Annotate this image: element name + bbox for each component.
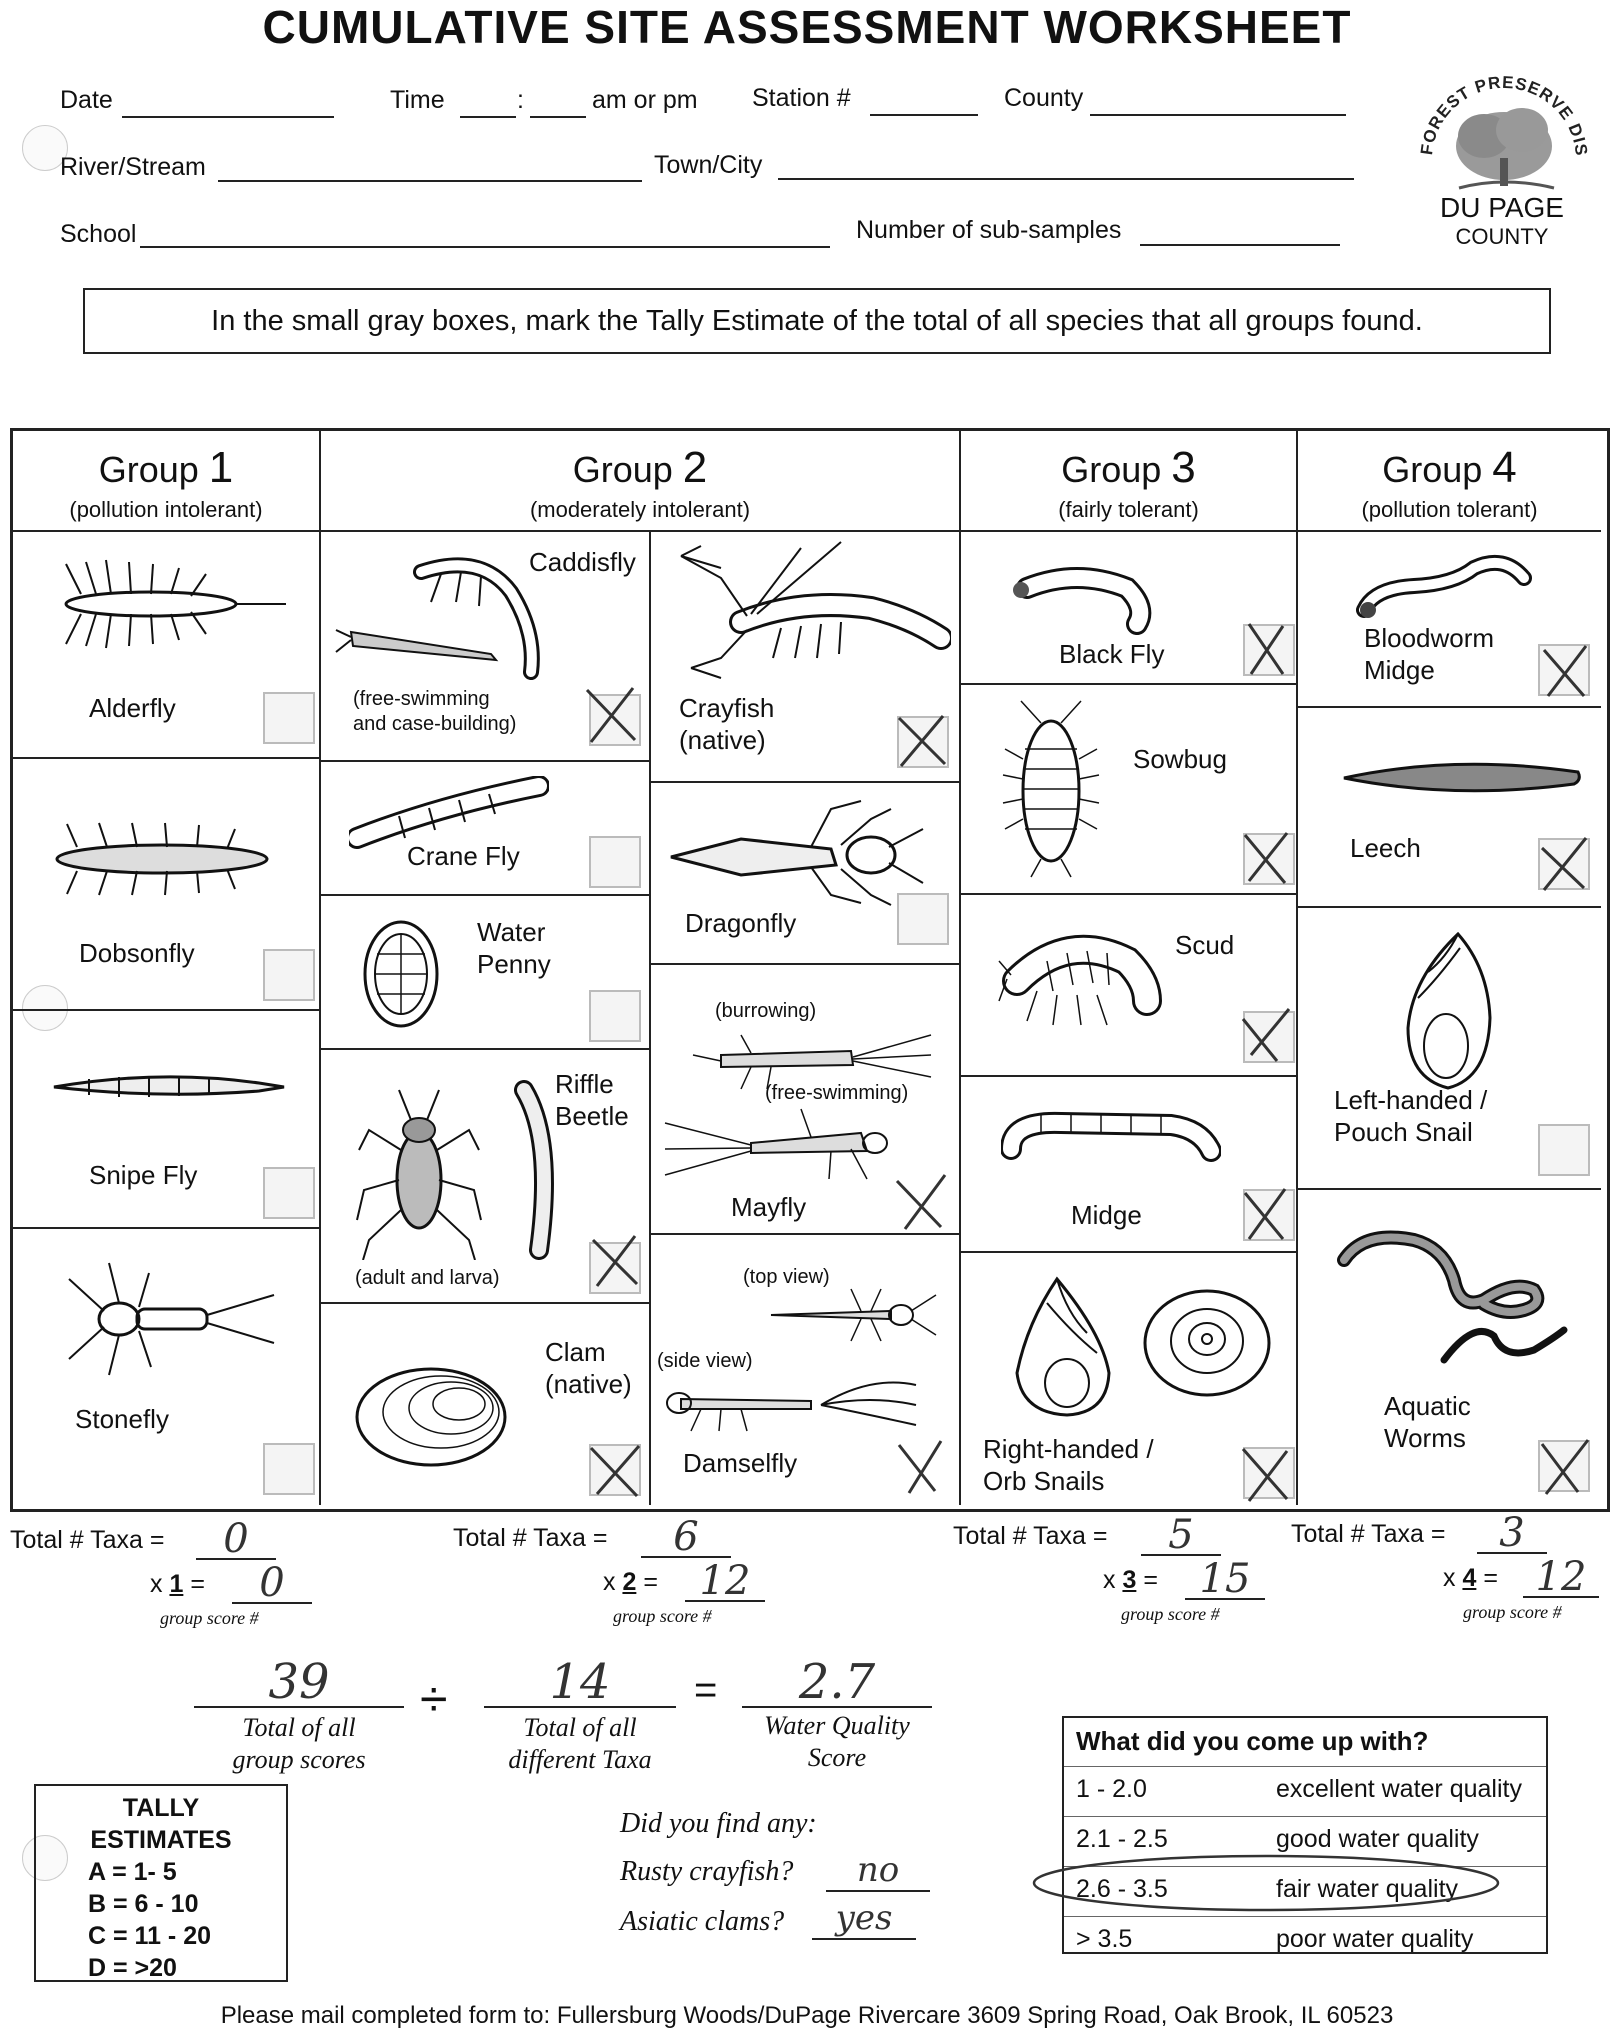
group-3-score-value: 15 [1199,1556,1251,1602]
cell-damselfly [651,1235,961,1505]
caddisfly-note: (free-swimming and case-building) [353,688,517,735]
group-1-multiplier: x 1 = [150,1570,205,1598]
group-2-multiplier: x 2 = [603,1568,658,1596]
waterpenny-icon [361,914,441,1034]
results-title: What did you come up with? [1076,1726,1429,1756]
cell-mayfly [651,965,961,1235]
caddisfly-checkmark-x-icon [581,684,641,744]
cell-snipefly [13,1011,321,1229]
date-label: Date [60,86,113,114]
total-scores-label: Total of all group scores [232,1713,366,1774]
cell-lh-pouch-snail [1298,908,1601,1190]
mayfly-note-freeswimming: (free-swimming) [765,1082,909,1104]
town-label: Town/City [654,151,763,179]
aquatic-worms-checkmark-x-icon [1534,1436,1594,1496]
tally-rows [88,1856,211,1984]
group-1-taxa-label: Total # Taxa = [10,1526,165,1554]
tally-row: D = >20 [88,1954,177,1982]
group-3-taxa-field[interactable] [1141,1512,1221,1558]
asiatic-clams-question: Asiatic clams? [620,1906,785,1937]
blackfly-label: Black Fly [1059,639,1165,669]
mailing-footer: Please mail completed form to: Fullersburg Woods/DuPage Rivercare 3609 Spring Road, Oak Brook, IL 60523 [220,2002,1394,2029]
midge-label: Midge [1071,1200,1142,1230]
group-1-totals [10,1516,310,1630]
group-4-score-caption: group score # [1463,1602,1562,1622]
waterpenny-label: Water Penny [477,917,551,979]
group-3-score-caption: group score # [1121,1604,1220,1624]
aquatic-worms-icon [1334,1220,1584,1370]
damselfly-note-side: (side view) [657,1350,753,1372]
total-scores-field[interactable] [194,1654,404,1710]
results-row-selected: 2.6 - 3.5 fair water quality [1064,1866,1546,1867]
cell-rifflebeetle [321,1050,651,1304]
county-label: County [1004,84,1084,112]
mayfly-checkmark-x-icon [891,1171,951,1231]
group-4-taxa-value: 3 [1499,1510,1525,1556]
caddisfly-label: Caddisfly [529,547,636,577]
cell-blackfly [961,532,1298,685]
time-hour-field[interactable] [460,90,516,118]
scud-checkmark-x-icon [1237,1005,1297,1065]
group-4-taxa-label: Total # Taxa = [1291,1520,1446,1548]
snipefly-label: Snipe Fly [89,1160,198,1190]
cell-sowbug [961,685,1298,895]
results-box [1062,1716,1548,1954]
leech-icon [1334,748,1584,808]
logo-line2: COUNTY [1455,224,1549,249]
cell-cranefly [321,762,651,896]
group-3-header: Group 3 (fairly tolerant) [961,431,1298,532]
clam-checkmark-x-icon [585,1440,645,1500]
time-separator: : [517,86,524,114]
group-2-taxa-value: 6 [673,1514,699,1560]
alderfly-icon [41,554,291,654]
subsamples-label: Number of sub-samples [856,216,1122,244]
group-2-header: Group 2 (moderately intolerant) [321,431,961,532]
fair-quality-circle-annotation [1028,1850,1508,1916]
aquatic-worms-label: Aquatic Worms [1384,1391,1471,1453]
group-1-taxa-field[interactable] [196,1516,276,1562]
damselfly-label: Damselfly [683,1448,798,1478]
cell-dobsonfly [13,759,321,1011]
cell-stonefly [13,1229,321,1505]
group-2-score-field[interactable] [685,1558,765,1604]
group-2-taxa-field[interactable] [641,1514,731,1560]
group-1-score-value: 0 [259,1560,285,1606]
dobsonfly-label: Dobsonfly [79,938,195,968]
rifflebeetle-note: (adult and larva) [355,1267,500,1289]
group-1-score-field[interactable] [232,1560,312,1606]
cell-waterpenny [321,896,651,1050]
organism-grid [10,428,1610,1512]
cell-rh-orb-snails [961,1253,1298,1505]
total-taxa-label: Total of all different Taxa [508,1713,652,1774]
midge-icon [1001,1101,1221,1181]
group-1-score-caption: group score # [160,1608,259,1628]
lh-pouch-snail-tally-box[interactable] [1538,1124,1590,1176]
county-field[interactable] [1090,88,1346,116]
group-3-score-field[interactable] [1185,1556,1265,1602]
group-2-taxa-label: Total # Taxa = [453,1524,608,1552]
cranefly-label: Crane Fly [407,841,520,871]
blackfly-checkmark-x-icon [1237,618,1297,678]
group-1-taxa-value: 0 [223,1516,249,1562]
midge-checkmark-x-icon [1237,1183,1297,1243]
scud-icon [997,921,1167,1031]
total-scores-value: 39 [268,1654,330,1710]
mayfly-label: Mayfly [731,1192,807,1222]
group-4-score-field[interactable] [1523,1554,1599,1600]
mayfly-note-burrowing: (burrowing) [715,1000,817,1022]
rh-orb-snails-checkmark-x-icon [1237,1443,1297,1503]
group-2-score-value: 12 [699,1558,751,1604]
tally-row: B = 6 - 10 [88,1890,199,1918]
cranefly-tally-box[interactable] [589,836,641,888]
divide-sign: ÷ [420,1671,448,1727]
caddisfly-icon [331,542,551,682]
damselfly-sideview-icon [661,1365,921,1435]
am-pm-label: am or pm [592,86,698,114]
group-3-taxa-label: Total # Taxa = [953,1522,1108,1550]
alderfly-tally-box[interactable] [263,692,315,744]
asiatic-clams-answer-field[interactable] [812,1898,916,1940]
results-row: 1 - 2.0 excellent water quality [1064,1766,1546,1767]
rusty-crayfish-answer-field[interactable] [826,1850,930,1892]
rusty-crayfish-answer: no [856,1850,900,1890]
lh-pouch-snail-label: Left-handed / Pouch Snail [1334,1085,1488,1147]
group-4-multiplier: x 4 = [1443,1564,1498,1592]
crayfish-label: Crayfish (native) [679,693,775,755]
town-field[interactable] [778,152,1354,180]
group-2-score-caption: group score # [613,1606,712,1626]
dobsonfly-icon [37,819,297,899]
sowbug-icon [1001,699,1101,879]
total-taxa-value: 14 [549,1654,611,1710]
sowbug-label: Sowbug [1133,744,1227,774]
group-4-header: Group 4 (pollution tolerant) [1298,431,1601,532]
cell-crayfish [651,532,961,783]
bloodworm-label: Bloodworm Midge [1364,623,1495,685]
water-quality-score-value: 2.7 [798,1654,876,1710]
damselfly-topview-icon [761,1285,941,1345]
leech-label: Leech [1350,833,1421,863]
cell-leech [1298,708,1601,908]
tally-row: C = 11 - 20 [88,1922,211,1950]
total-taxa-field[interactable] [484,1654,676,1710]
group-2-totals [453,1514,773,1628]
group-4-totals [1291,1510,1607,1624]
dragonfly-label: Dragonfly [685,908,797,938]
forest-preserve-logo [1404,48,1600,258]
cell-scud [961,895,1298,1077]
worksheet-title: CUMULATIVE SITE ASSESSMENT WORKSHEET [262,1,1352,53]
group-1-header: Group 1 (pollution intolerant) [13,431,321,532]
rh-orb-snails-label: Right-handed / Orb Snails [983,1434,1154,1496]
group-3-taxa-value: 5 [1168,1512,1194,1558]
logo-line1: DU PAGE [1440,192,1564,223]
dobsonfly-tally-box[interactable] [263,949,315,1001]
scud-label: Scud [1175,930,1235,960]
cell-dragonfly [651,783,961,965]
blackfly-icon [1007,558,1157,638]
orb-snail-icon [1137,1283,1277,1403]
group-3-totals [953,1512,1273,1626]
date-field[interactable] [122,90,334,118]
snipefly-icon [49,1065,289,1105]
questions-intro: Did you find any: [620,1808,817,1839]
leech-checkmark-x-icon [1534,834,1594,894]
left-handed-snail-icon [1398,928,1498,1098]
station-field[interactable] [870,88,978,116]
water-quality-score-label: Water Quality Score [764,1711,910,1772]
time-minute-field[interactable] [530,90,586,118]
alderfly-label: Alderfly [89,693,176,723]
damselfly-checkmark-x-icon [891,1435,951,1495]
results-row: 2.1 - 2.5 good water quality [1064,1816,1546,1817]
equals-sign: = [694,1668,718,1712]
rifflebeetle-checkmark-x-icon [585,1230,645,1290]
rifflebeetle-label: Riffle Beetle [555,1069,629,1131]
subsamples-field[interactable] [1140,218,1340,246]
water-quality-score-field[interactable] [742,1654,932,1710]
cell-bloodworm [1298,532,1601,708]
tally-row: A = 1- 5 [88,1858,177,1886]
crayfish-checkmark-x-icon [891,710,951,770]
right-handed-snail-icon [997,1273,1127,1423]
damselfly-note-top: (top view) [743,1266,830,1288]
river-field[interactable] [218,154,642,182]
school-label: School [60,220,137,248]
sowbug-checkmark-x-icon [1237,827,1297,887]
clam-label: Clam (native) [545,1337,632,1399]
dragonfly-tally-box[interactable] [897,893,949,945]
cell-caddisfly [321,532,651,762]
clam-icon [351,1362,511,1472]
logo-arc-text: FOREST PRESERVE DIS [1417,72,1592,158]
station-label: Station # [752,84,851,112]
tally-estimates-box [34,1784,288,1982]
tally-title: TALLY ESTIMATES [90,1794,232,1854]
asiatic-clams-answer: yes [835,1898,893,1938]
instruction-box: In the small gray boxes, mark the Tally Estimate of the total of all species that all groups found. [83,288,1551,354]
stonefly-label: Stonefly [75,1404,169,1434]
crayfish-icon [661,538,951,688]
group-4-score-value: 12 [1535,1554,1587,1600]
waterpenny-tally-box[interactable] [589,990,641,1042]
cell-clam [321,1304,651,1505]
rifflebeetle-icon [349,1080,579,1260]
cell-midge [961,1077,1298,1253]
river-label: River/Stream [60,153,206,181]
cell-aquatic-worms [1298,1190,1601,1505]
stonefly-icon [59,1259,279,1379]
time-label: Time [390,86,445,114]
stonefly-tally-box[interactable] [263,1443,315,1495]
rusty-crayfish-question: Rusty crayfish? [620,1856,794,1887]
results-row: > 3.5 poor water quality [1064,1916,1546,1917]
group-3-multiplier: x 3 = [1103,1566,1158,1594]
bloodworm-icon [1354,548,1544,628]
snipefly-tally-box[interactable] [263,1167,315,1219]
school-field[interactable] [140,220,830,248]
group-4-taxa-field[interactable] [1477,1510,1547,1556]
bloodworm-checkmark-x-icon [1534,640,1594,700]
mayfly-freeswimming-icon [661,1103,911,1183]
cell-alderfly [13,532,321,759]
